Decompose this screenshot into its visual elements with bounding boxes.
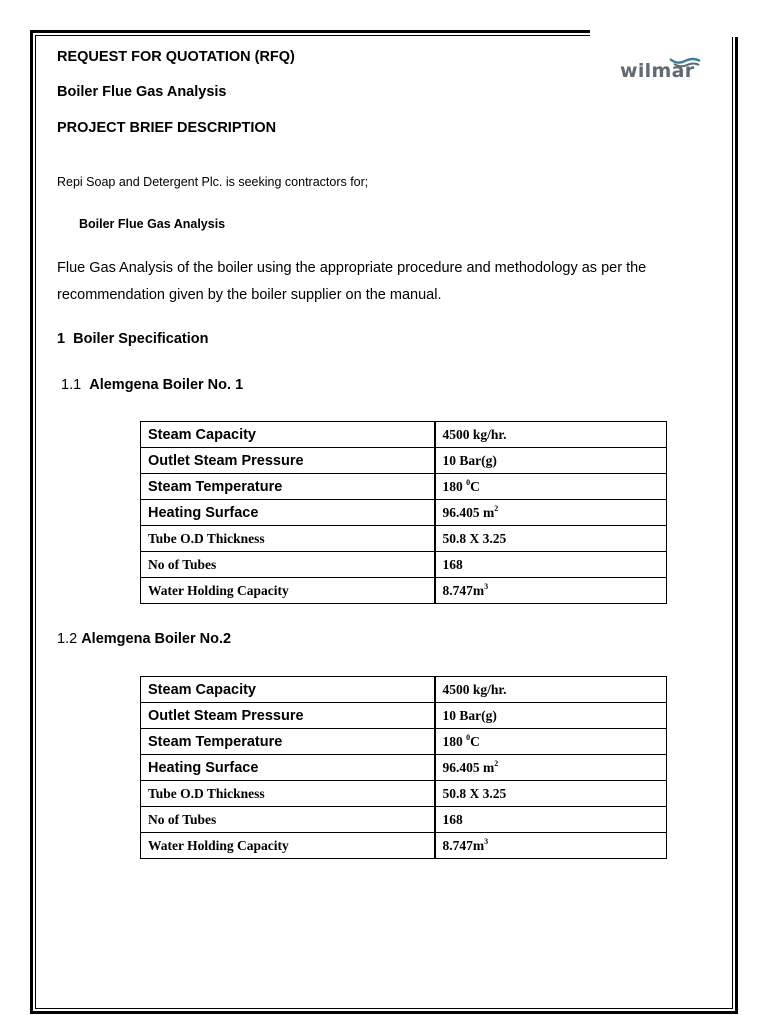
boiler-1-heading: 1.1 Alemgena Boiler No. 1 [61, 377, 244, 393]
spec-value: 10 Bar(g) [442, 452, 497, 468]
spec-value: 168 [442, 811, 463, 827]
scope-paragraph: Flue Gas Analysis of the boiler using the appropriate procedure and methodology as per the recommendation given by the boiler supplier on the manual. [57, 260, 647, 303]
spec-label-cell [141, 526, 435, 552]
spec-label-cell [141, 807, 435, 833]
spec-value-cell [435, 703, 667, 729]
boiler-1-spec-table [140, 421, 667, 604]
spec-value-cell [435, 781, 667, 807]
spec-label-cell [141, 755, 435, 781]
spec-value-cell [435, 729, 667, 755]
scope-title: Boiler Flue Gas Analysis [79, 217, 226, 231]
spec-row [141, 474, 667, 500]
spec-label: No of Tubes [148, 811, 217, 827]
spec-value-superscript: 0 [466, 732, 471, 742]
spec-row [141, 703, 667, 729]
spec-value-cell [435, 422, 667, 448]
spec-label: Steam Temperature [148, 733, 283, 750]
spec-value-cell [435, 807, 667, 833]
spec-row [141, 781, 667, 807]
spec-label: Heating Surface [148, 759, 259, 776]
boiler-2-heading: 1.2 Alemgena Boiler No.2 [57, 631, 232, 647]
spec-value-cell [435, 755, 667, 781]
spec-label: Steam Temperature [148, 478, 283, 495]
spec-value-superscript: 2 [494, 503, 499, 513]
spec-value: 168 [442, 556, 463, 572]
spec-value-superscript: 2 [494, 758, 499, 768]
spec-value-superscript: 3 [484, 836, 489, 846]
spec-value-cell [435, 526, 667, 552]
section-heading: PROJECT BRIEF DESCRIPTION [57, 120, 277, 136]
spec-label: No of Tubes [148, 556, 217, 572]
spec-label-cell [141, 677, 435, 703]
document-title: REQUEST FOR QUOTATION (RFQ) [57, 49, 295, 65]
spec-value-superscript: 3 [484, 581, 489, 591]
spec-label: Outlet Steam Pressure [148, 452, 304, 469]
spec-row [141, 500, 667, 526]
spec-label-cell [141, 448, 435, 474]
spec-value-cell [435, 448, 667, 474]
spec-label: Tube O.D Thickness [148, 785, 265, 801]
spec-value: 8.747m [442, 837, 485, 853]
spec-label-cell [141, 474, 435, 500]
spec-section-heading: 1 Boiler Specification [57, 331, 209, 347]
spec-row [141, 677, 667, 703]
spec-label: Water Holding Capacity [148, 837, 289, 853]
spec-value: 180 [442, 733, 467, 749]
intro-line: Repi Soap and Detergent Plc. is seeking contractors for; [57, 175, 369, 189]
spec-label-cell [141, 422, 435, 448]
spec-value: 8.747m [442, 582, 485, 598]
spec-row [141, 578, 667, 604]
spec-value: 180 [442, 478, 467, 494]
spec-value-cell [435, 500, 667, 526]
spec-value-unit: C [470, 478, 480, 494]
spec-label-cell [141, 500, 435, 526]
spec-value-cell [435, 578, 667, 604]
spec-value: 96.405 m [442, 504, 495, 520]
spec-row [141, 807, 667, 833]
spec-value-cell [435, 677, 667, 703]
spec-label: Outlet Steam Pressure [148, 707, 304, 724]
spec-value: 10 Bar(g) [442, 707, 497, 723]
wilmar-logo [620, 56, 702, 86]
spec-row [141, 526, 667, 552]
spec-label: Water Holding Capacity [148, 582, 289, 598]
spec-row [141, 422, 667, 448]
spec-label-cell [141, 729, 435, 755]
spec-value: 4500 kg/hr. [442, 426, 507, 442]
spec-row [141, 729, 667, 755]
spec-value-cell [435, 474, 667, 500]
spec-value: 96.405 m [442, 759, 495, 775]
spec-label: Steam Capacity [148, 681, 256, 698]
spec-row [141, 552, 667, 578]
spec-value: 50.8 X 3.25 [442, 785, 507, 801]
spec-label-cell [141, 578, 435, 604]
spec-row [141, 755, 667, 781]
logo-text: wilmar [620, 60, 695, 82]
spec-value-cell [435, 552, 667, 578]
spec-label-cell [141, 703, 435, 729]
logo-wave-icon [668, 56, 702, 70]
spec-label-cell [141, 781, 435, 807]
spec-label: Steam Capacity [148, 426, 256, 443]
document-subject: Boiler Flue Gas Analysis [57, 84, 227, 100]
spec-value-cell [435, 833, 667, 859]
spec-label-cell [141, 552, 435, 578]
spec-value: 50.8 X 3.25 [442, 530, 507, 546]
spec-label: Tube O.D Thickness [148, 530, 265, 546]
spec-value: 4500 kg/hr. [442, 681, 507, 697]
spec-value-unit: C [470, 733, 480, 749]
spec-row [141, 448, 667, 474]
spec-value-superscript: 0 [466, 477, 471, 487]
spec-label-cell [141, 833, 435, 859]
spec-label: Heating Surface [148, 504, 259, 521]
spec-row [141, 833, 667, 859]
boiler-2-spec-table [140, 676, 667, 859]
